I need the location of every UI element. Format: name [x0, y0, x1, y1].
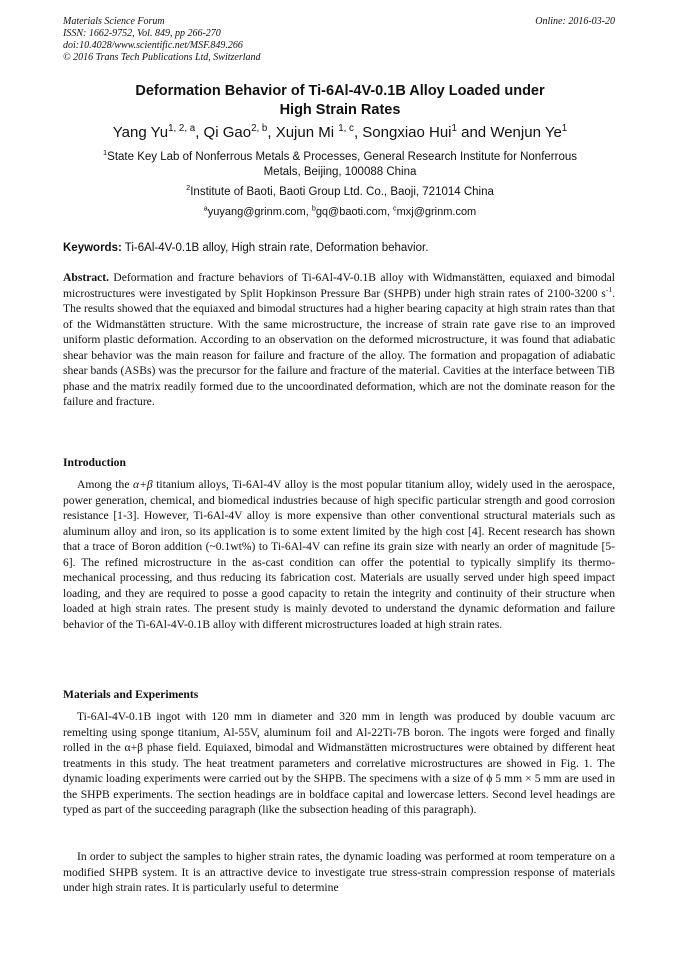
introduction-paragraph: [63, 477, 615, 632]
email-sup: a: [203, 204, 208, 213]
abstract-label: Abstract.: [63, 271, 110, 284]
keywords: [63, 241, 615, 256]
author-separator: ,: [195, 124, 204, 141]
author-name: Songxiao Hui: [362, 124, 452, 141]
author-name: Wenjun Ye: [490, 124, 562, 141]
author-sup: 1, c: [338, 123, 354, 134]
section-heading-materials: Materials and Experiments: [63, 688, 199, 701]
author-name: Qi Gao: [203, 124, 252, 141]
affiliation-text: Institute of Baoti, Baoti Group Ltd. Co., Baoji, 721014 China: [190, 186, 494, 198]
email-sup: b: [311, 204, 316, 213]
author-separator: ,: [267, 124, 276, 141]
abstract: [63, 270, 615, 410]
abstract-sup: -1: [605, 284, 613, 294]
journal-issn: ISSN: 1662-9752, Vol. 849, pp 266-270: [63, 28, 221, 39]
intro-text: titanium alloys, Ti-6Al-4V alloy is the most popular titanium alloy, widely used in the aerospace, power generation, chemical, and biomedical industries because of high specific particular strength and good corrosion resistance [1-3]. However, Ti-6Al-4V alloy is more expensive than other conventional structural materials such as aluminum alloy and iron, so its application is to some extent limited by the high cost [4]. Recent research has shown that a trace of Boron addition (~0.1wt%) to Ti-6Al-4V can refine its grain size with nearly an order of magnitude [5-6]. The refined microstructure in the as-cast condition can offer the potential to typically simplify its thermo-mechanical processing, and thus reducing its fabrication cost. Materials are usually served under high speed impact loading, and they are required to posse a good capacity to retain the integrity and continuity of their structure when loaded at high strain rates. The present study is mainly devoted to understand the dynamic deformation and failure behavior of the Ti-6Al-4V-0.1B alloy with different microstructures loaded at high strain rates.: [63, 478, 615, 631]
author-sup: 2, b: [251, 123, 268, 134]
author-name: Xujun Mi: [275, 124, 339, 141]
abstract-text: . The results showed that the equiaxed and bimodal structures had a higher bearing capacity at high strain rates than that of the Widmanstätten structure. With the same microstructure, the increase of strain rate gave rise to an improved uniform plastic deformation. According to an observation on the deformed microstructure, it was found that adiabatic shear behavior was the main reason for failure and fracture of the alloy. The formation and propagation of adiabatic shear bands (ASBs) was the precursor for the failure and fracture of the material. Cavities at the interface between TiB phase and the matrix readily formed due to the uncoordinated deformation, which are not the dominate reason for the failure and fracture.: [63, 286, 615, 409]
intro-text: Among the: [77, 478, 133, 491]
materials-paragraph-2: In order to subject the samples to higher strain rates, the dynamic loading was performed at room temperature on a modified SHPB system. It is an attractive device to investigate true stress-strain compression response of materials under high strain rates. It is particularly useful to determine: [63, 850, 615, 895]
online-date: Online: 2016-03-20: [535, 16, 615, 27]
abstract-text: Deformation and fracture behaviors of Ti-6Al-4V-0.1B alloy with Widmanstätten, equiaxed and bimodal microstructures were investigated by Split Hopkinson Pressure Bar (SHPB) under high strain rates of 2100-3200 s: [63, 271, 615, 300]
author-separator: ,: [353, 124, 363, 141]
intro-phase: α+β: [132, 478, 153, 491]
email-sup: c: [393, 204, 397, 213]
author-name: Yang Yu: [112, 124, 169, 141]
author-sup: 1: [561, 123, 568, 134]
author-separator: and: [456, 124, 491, 141]
affiliation-text: State Key Lab of Nonferrous Metals & Processes, General Research Institute for Nonferrous: [107, 151, 577, 163]
email-link[interactable]: mxj@grinm.com: [396, 206, 477, 218]
journal-meta: [63, 16, 261, 64]
title-line-1: Deformation Behavior of Ti-6Al-4V-0.1B Alloy Loaded under: [135, 83, 545, 99]
email-link[interactable]: yuyang@grinm.com,: [207, 206, 312, 218]
author-sup: 1: [451, 123, 457, 134]
keywords-label: Keywords:: [63, 242, 122, 254]
paper-title: [80, 82, 600, 120]
section-heading-introduction: Introduction: [63, 456, 126, 469]
email-link[interactable]: gq@baoti.com,: [315, 206, 394, 218]
affiliation-2: [70, 185, 610, 200]
affiliation-sup: 2: [186, 183, 191, 193]
affiliation-1: [70, 150, 610, 180]
keywords-text: Ti-6Al-4V-0.1B alloy, High strain rate, Deformation behavior.: [121, 242, 429, 254]
journal-copyright: © 2016 Trans Tech Publications Ltd, Switzerland: [63, 52, 261, 63]
journal-doi: doi:10.4028/www.scientific.net/MSF.849.266: [63, 40, 243, 51]
affiliation-sup: 1: [103, 148, 108, 158]
title-line-2: High Strain Rates: [279, 102, 401, 118]
journal-name: Materials Science Forum: [63, 16, 165, 27]
author-sup: 1, 2, a: [168, 123, 196, 134]
materials-paragraph-1: Ti-6Al-4V-0.1B ingot with 120 mm in diameter and 320 mm in length was produced by double vacuum arc remelting using sponge titanium, Al-55V, aluminum foil and Al-22Ti-7B boron. The ingots were forged and finally rolled in the α+β phase field. Equiaxed, bimodal and Widmanstätten microstructures were obtained by different heat treatments in this study. The heat treatment parameters and correlative microstructures are showed in Fig. 1. The dynamic loading experiments were carried out by the SHPB. The specimens with a size of ϕ 5 mm × 5 mm are used in the SHPB experiments. The section headings are in boldface capital and lowercase letters. Second level headings are typed as part of the succeeding paragraph (like the subsection heading of this paragraph).: [63, 710, 615, 817]
author-emails: [70, 205, 610, 220]
affiliation-text: Metals, Beijing, 100088 China: [263, 166, 417, 178]
author-list: [60, 123, 620, 143]
